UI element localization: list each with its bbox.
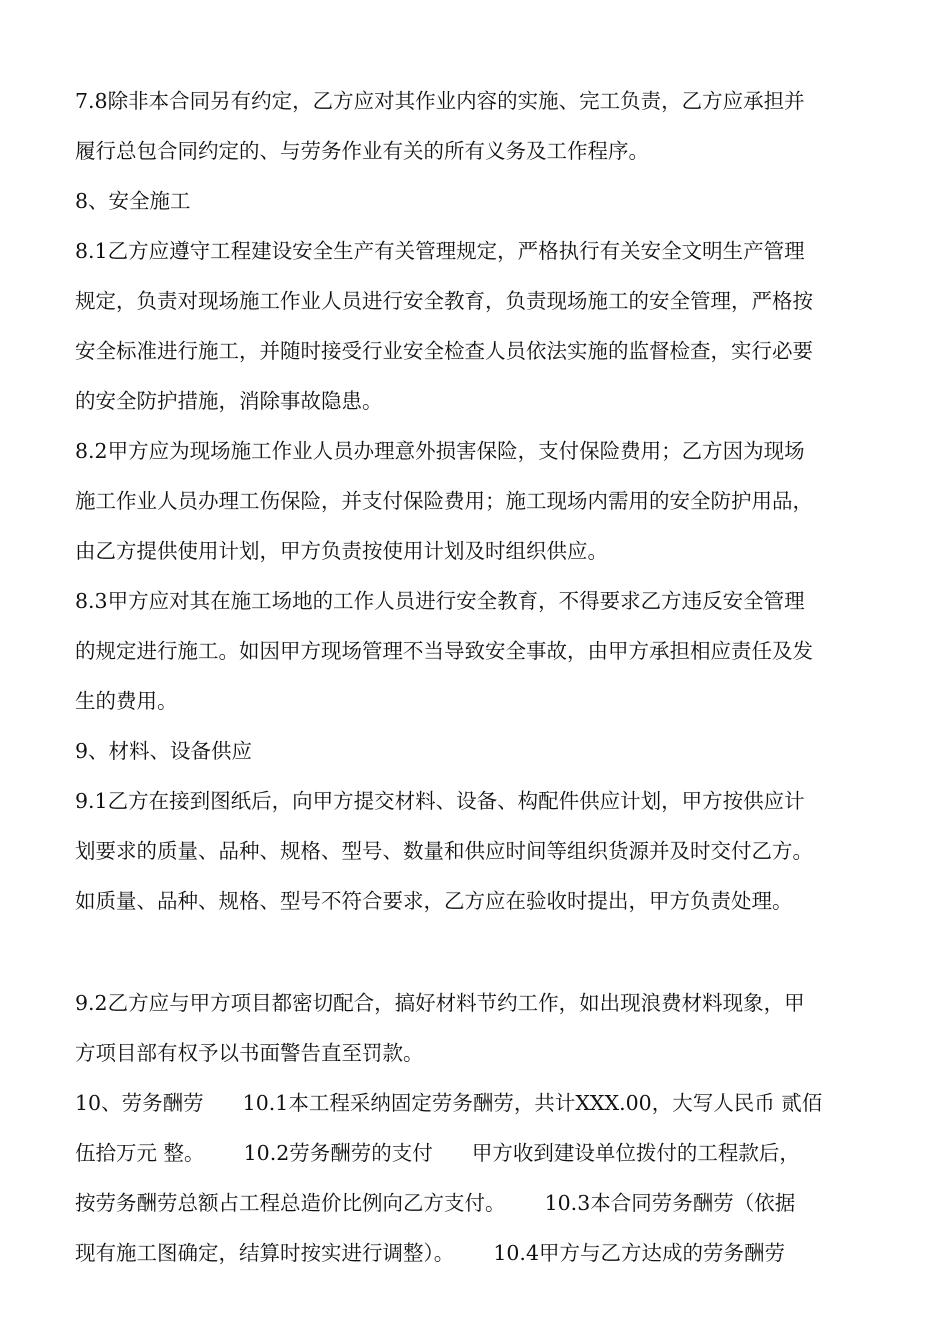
text-line: 按劳务酬劳总额占工程总造价比例向乙方支付。 10.3本合同劳务酬劳（依据 [75, 1191, 796, 1215]
text-line: 方项目部有权予以书面警告直至罚款。 [75, 1041, 424, 1065]
text-line: 生的费用。 [75, 689, 178, 713]
section-heading: 8、安全施工 [75, 189, 191, 213]
text-line: 施工作业人员办理工伤保险，并支付保险费用；施工现场内需用的安全防护用品， [75, 489, 813, 513]
text-line: 9.1乙方在接到图纸后，向甲方提交材料、设备、构配件供应计划，甲方按供应计 [75, 789, 805, 813]
text-line: 规定，负责对现场施工作业人员进行安全教育，负责现场施工的安全管理，严格按 [75, 289, 813, 313]
text-line: 伍拾万元 整。 10.2劳务酬劳的支付 甲方收到建设单位拨付的工程款后， [75, 1141, 800, 1165]
text-line: 8.3甲方应对其在施工场地的工作人员进行安全教育，不得要求乙方违反安全管理 [75, 589, 805, 613]
text-line: 9.2乙方应与甲方项目都密切配合，搞好材料节约工作，如出现浪费材料现象，甲 [75, 991, 805, 1015]
text-line: 履行总包合同约定的、与劳务作业有关的所有义务及工作程序。 [75, 139, 649, 163]
text-line: 由乙方提供使用计划，甲方负责按使用计划及时组织供应。 [75, 539, 608, 563]
text-line: 的安全防护措施，消除事故隐患。 [75, 389, 383, 413]
text-line: 安全标准进行施工，并随时接受行业安全检查人员依法实施的监督检查，实行必要 [75, 339, 813, 363]
text-line: 如质量、品种、规格、型号不符合要求，乙方应在验收时提出，甲方负责处理。 [75, 889, 793, 913]
text-line: 划要求的质量、品种、规格、型号、数量和供应时间等组织货源并及时交付乙方。 [75, 839, 813, 863]
text-line: 的规定进行施工。如因甲方现场管理不当导致安全事故，由甲方承担相应责任及发 [75, 639, 813, 663]
section-heading: 9、材料、设备供应 [75, 739, 253, 763]
text-line: 7.8除非本合同另有约定，乙方应对其作业内容的实施、完工负责，乙方应承担并 [75, 89, 805, 113]
text-line: 8.2甲方应为现场施工作业人员办理意外损害保险，支付保险费用；乙方因为现场 [75, 439, 805, 463]
text-line: 现有施工图确定，结算时按实进行调整）。 10.4甲方与乙方达成的劳务酬劳 [75, 1241, 785, 1265]
document-page [75, 76, 885, 1278]
text-line: 8.1乙方应遵守工程建设安全生产有关管理规定，严格执行有关安全文明生产管理 [75, 239, 805, 263]
text-line: 10、劳务酬劳 10.1本工程采纳固定劳务酬劳，共计XXX.00，大写人民币 贰佰 [75, 1091, 823, 1115]
blank-gap [75, 926, 885, 978]
